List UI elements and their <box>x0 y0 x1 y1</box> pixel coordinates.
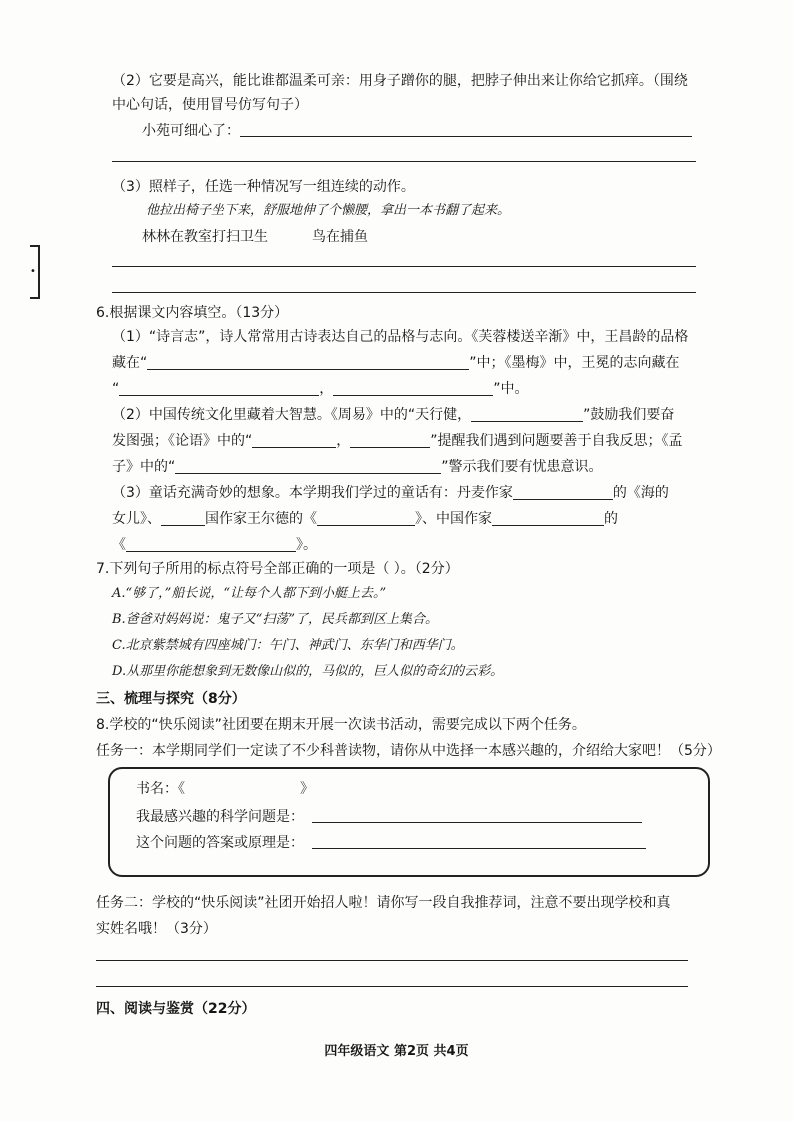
fill-blank[interactable] <box>513 483 613 500</box>
q8-title: 8.学校的“快乐阅读”社团要在期末开展一次读书活动，需要完成以下两个任务。 <box>96 717 586 733</box>
answer-line[interactable] <box>112 266 696 267</box>
q8-task2-line2: 实姓名哦！（3分） <box>96 921 217 937</box>
q5-s2-line1: （2）它要是高兴，能比谁都温柔可亲：用身子蹭你的腿，把脖子伸出来让你给它抓痒。（围绕 <box>112 73 688 89</box>
answer-line[interactable] <box>96 986 688 987</box>
q6-p2-line1: （2）中国传统文化里藏着大智慧。《周易》中的“天行健， ”鼓励我们要奋 <box>112 407 675 423</box>
q5-s3-line1: （3）照样子，任选一种情况写一组连续的动作。 <box>112 179 415 195</box>
book-name-label-open: 书名：《 <box>136 781 185 797</box>
q8-task2-line1: 任务二：学校的“快乐阅读”社团开始招人啦！请你写一段自我推荐词，注意不要出现学校和真 <box>96 895 671 911</box>
q7-option-b[interactable]: B.爸爸对妈妈说：鬼子又“扫荡”了，民兵都到区上集合。 <box>112 612 438 627</box>
book-name-label-close: 》 <box>300 781 314 797</box>
q7-option-a[interactable]: A.“够了，”船长说，“让每个人都下到小艇上去。” <box>112 586 387 601</box>
fill-blank[interactable] <box>317 509 415 526</box>
q8-task1: 任务一：本学期同学们一定读了不少科普读物，请你从中选择一本感兴趣的，介绍给大家吧！（5分） <box>96 743 721 759</box>
page-footer: 四年级语文 第2页 共4页 <box>324 1044 469 1059</box>
binding-dot: • <box>30 266 36 277</box>
answer-line[interactable] <box>240 136 692 137</box>
fill-blank[interactable] <box>492 509 604 526</box>
science-question-label: 我最感兴趣的科学问题是： <box>136 809 304 825</box>
fill-blank[interactable] <box>175 457 441 474</box>
q7-option-c[interactable]: C.北京紫禁城有四座城门：午门、神武门、东华门和西华门。 <box>112 638 464 653</box>
q7-title: 7.下列句子所用的标点符号全部正确的一项是（ ）。（2分） <box>96 561 459 577</box>
q5-s2-prompt: 小苑可细心了： <box>142 123 240 139</box>
fill-blank[interactable] <box>333 379 493 396</box>
q5-s3-example: 他拉出椅子坐下来，舒服地伸了个懒腰，拿出一本书翻了起来。 <box>146 203 511 218</box>
q5-s3-option-2: 鸟在捕鱼 <box>312 229 368 245</box>
fill-blank[interactable] <box>126 535 296 552</box>
fill-blank[interactable] <box>147 353 469 370</box>
answer-line[interactable] <box>112 161 696 162</box>
q6-p1-line1: （1）“诗言志”，诗人常常用古诗表达自己的品格与志向。《芙蓉楼送辛渐》中，王昌龄的品格 <box>112 329 689 345</box>
q6-p3-line1: （3）童话充满奇妙的想象。本学期我们学过的童话有：丹麦作家 的《海的 <box>112 485 669 501</box>
q6-p3-line2: 女儿》、 国作家王尔德的《 》、中国作家 的 <box>112 511 618 527</box>
fill-blank[interactable] <box>252 431 336 448</box>
q5-s3-option-1: 林林在教室打扫卫生 <box>142 229 268 245</box>
q6-p2-line3: 子》中的“ ”警示我们要有忧患意识。 <box>112 459 603 475</box>
q5-s2-line2: 中心句话，使用冒号仿写句子） <box>112 97 308 113</box>
section-4-title: 四、阅读与鉴赏（22分） <box>96 1001 256 1017</box>
answer-line[interactable] <box>112 292 696 293</box>
answer-line[interactable] <box>96 960 688 961</box>
science-answer-label: 这个问题的答案或原理是： <box>136 835 304 851</box>
science-answer-line[interactable] <box>312 848 646 849</box>
q6-p1-line3: “ ， ”中。 <box>112 381 529 397</box>
q7-option-d[interactable]: D.从那里你能想象到无数像山似的，马似的，巨人似的奇幻的云彩。 <box>112 664 504 679</box>
q6-p3-line3: 《 》。 <box>112 537 317 553</box>
fill-blank[interactable] <box>471 405 583 422</box>
q6-p2-line2: 发图强；《论语》中的“ ， ”提醒我们遇到问题要善于自我反思；《孟 <box>112 433 683 449</box>
section-3-title: 三、梳理与探究（8分） <box>96 691 246 707</box>
fill-blank[interactable] <box>119 379 319 396</box>
q6-title: 6.根据课文内容填空。（13分） <box>96 305 289 321</box>
fill-blank[interactable] <box>161 509 205 526</box>
fill-blank[interactable] <box>350 431 430 448</box>
q6-p1-line2: 藏在“ ”中；《墨梅》中，王冕的志向藏在 <box>112 355 680 371</box>
science-question-line[interactable] <box>312 822 642 823</box>
